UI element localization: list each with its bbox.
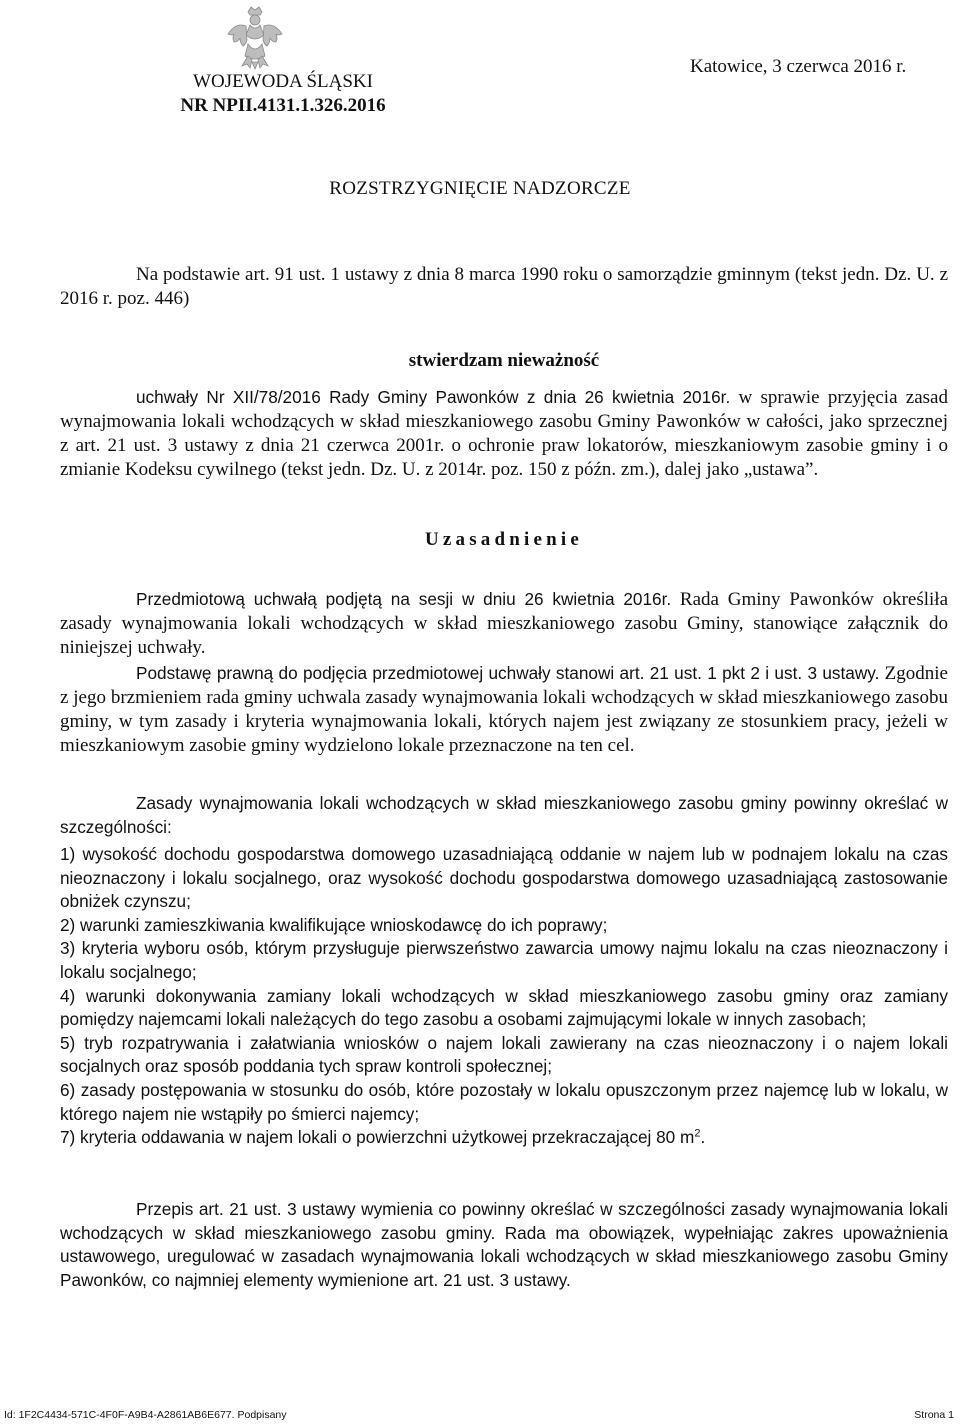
decision-line: stwierdzam nieważność	[408, 350, 600, 371]
body-p1-b: Rada Gminy Pawonków określiła zasady wynajmowania lokali wchodzących w skład mieszkaniowego zasobu Gminy, stanowiące załącznik do niniejszej uchwały.	[60, 589, 949, 658]
item7-superscript: 2	[694, 1127, 701, 1140]
body-paragraph-2	[60, 662, 948, 758]
case-number: NR NPII.4131.1.326.2016	[180, 95, 386, 116]
criteria-list	[60, 843, 948, 1150]
body-p2-a: Podstawę prawną do podjęcia przedmiotowej uchwały stanowi art. 21 ust. 1 pkt 2 i ust. 3 ustawy.	[136, 663, 880, 683]
justification-heading	[60, 528, 948, 552]
legal-basis: Na podstawie art. 91 ust. 1 ustawy z dnia 8 marca 1990 roku o samorządzie gminnym (tekst jedn. Dz. U. z 2016 r. poz. 446)	[60, 264, 948, 309]
body-paragraph-1	[60, 588, 948, 660]
issuer-name: WOJEWODA ŚLĄSKI	[193, 71, 373, 92]
body-paragraph-4: Przepis art. 21 ust. 3 ustawy wymienia co powinny określać w szczególności zasady wynajmowania lokali wchodzących w skład mieszkaniowego zasobu gminy. Rada ma obowiązek, wypełniając zakres upoważnienia ustawowego, uregulować w zasadach wynajmowania lokali wchodzących w skład mieszkaniowego zasobu Gminy Pawonków, co najmniej elementy wymienione art. 21 ust. 3 ustawy.	[60, 1199, 948, 1290]
page-number: Strona 1	[914, 1409, 954, 1421]
issuer-block	[166, 70, 400, 118]
resolution-paragraph	[60, 386, 948, 482]
resolution-rest: w sprawie przyjęcia zasad wynajmowania lokali wchodzących w skład mieszkaniowego zasobu Gminy Pawonków w całości, jako sprzecznej z art. 21 ust. 3 ustawy z dnia 21 czerwca 2001r. o ochronie praw lokatorów, mieszkaniowym zasobie gminy i o zmianie Kodeksu cywilnego (tekst jedn. Dz. U. z 2014r. poz. 150 z późn. zm.), dalej jako „ustawa”.	[60, 387, 948, 480]
list-item: 3) kryteria wyboru osób, którym przysługuje pierwszeństwo zawarcia umowy najmu lokalu na czas nieoznaczony i lokalu socjalnego;	[60, 938, 948, 982]
document-id: Id: 1F2C4434-571C-4F0F-A9B4-A2861AB6E677. Podpisany	[4, 1409, 287, 1421]
body-p2-b: Zgodnie z jego brzmieniem rada gminy uchwala zasady wynajmowania lokali wchodzących w skład mieszkaniowego zasobu gminy, w tym zasady i kryteria wynajmowania lokali, których najem jest związany ze stosunkiem pracy, jeżeli w mieszkaniowym zasobie gminy wydzielono lokale przeznaczone na ten cel.	[60, 663, 948, 756]
item7-end: .	[700, 1127, 706, 1148]
list-item	[60, 1126, 948, 1150]
place-date: Katowice, 3 czerwca 2016 r.	[690, 56, 907, 77]
eagle-emblem-icon	[226, 6, 284, 70]
item7-text: 7) kryteria oddawania w najem lokali o powierzchni użytkowej przekraczającej 80 m	[60, 1127, 695, 1148]
justification-heading-text: Uzasadnienie	[424, 529, 584, 550]
list-item: 5) tryb rozpatrywania i załatwiania wniosków o najem lokali zawierany na czas nieoznaczony i o najem lokali socjalnych oraz sposób poddania tych spraw kontroli społecznej;	[60, 1032, 948, 1077]
document-title: ROZSTRZYGNIĘCIE NADZORCZE	[329, 178, 631, 199]
list-item: 2) warunki zamieszkiwania kwalifikujące wnioskodawcę do ich poprawy;	[60, 914, 608, 935]
body-paragraph-3: Zasady wynajmowania lokali wchodzących w skład mieszkaniowego zasobu gminy powinny określać w szczególności:	[60, 793, 948, 837]
list-item: 1) wysokość dochodu gospodarstwa domowego uzasadniającą oddanie w najem lub w podnajem lokalu na czas nieoznaczony i lokalu socjalnego, oraz wysokość dochodu gospodarstwa domowego uzasadniającą zastosowanie obniżek czynszu;	[60, 844, 948, 912]
resolution-line1: uchwały Nr XII/78/2016 Rady Gminy Pawonków z dnia 26 kwietnia 2016r.	[136, 387, 731, 407]
list-item: 4) warunki dokonywania zamiany lokali wchodzących w skład mieszkaniowego zasobu gminy oraz zamiany pomiędzy najemcami lokali należących do tego zasobu a osobami zajmującymi lokale w innych zasobach;	[60, 985, 948, 1030]
body-p1-a: Przedmiotową uchwałą podjętą na sesji w dniu 26 kwietnia 2016r.	[136, 589, 672, 609]
list-item: 6) zasady postępowania w stosunku do osób, które pozostały w lokalu opuszczonym przez najemcę lub w lokalu, w którego najem nie wstąpiły po śmierci najemcy;	[60, 1079, 948, 1124]
